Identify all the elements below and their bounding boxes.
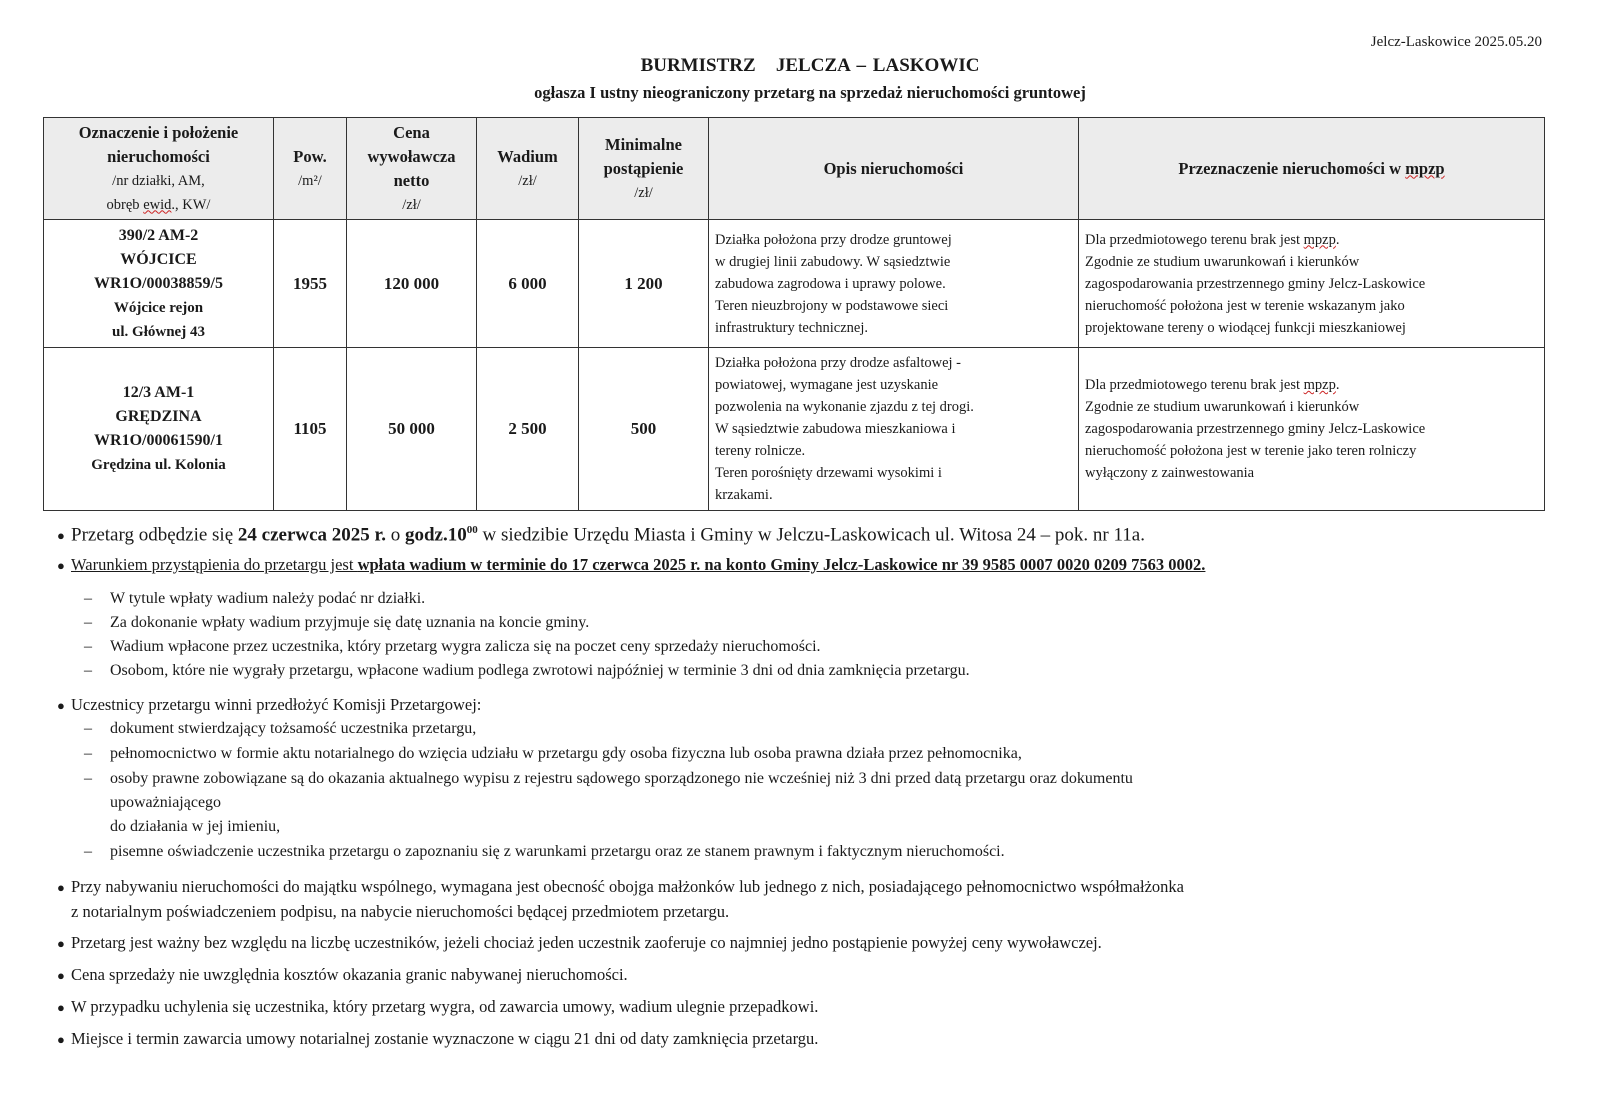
- list-item-continuation: do działania w jej imieniu,: [110, 818, 281, 835]
- header-location: Oznaczenie i położenie nieruchomości /nr działki, AM, obręb ewid., KW/: [44, 118, 274, 220]
- min-step-cell: 1 200: [579, 220, 709, 348]
- header-area: Pow. /m²/: [274, 118, 347, 220]
- list-item: – W tytule wpłaty wadium należy podać nr działki.: [84, 590, 426, 607]
- property-table: [43, 117, 1545, 511]
- participants-paragraph: ● Uczestnicy przetargu winni przedłożyć Komisji Przetargowej:: [57, 695, 482, 714]
- header-deposit: Wadium /zł/: [477, 118, 579, 220]
- list-item: – osoby prawne zobowiązane są do okazania aktualnego wypisu z rejestru sądowego sporządzonego nie wcześniej niż 3 dni przed datą przetargu oraz dokumentu: [84, 770, 1133, 787]
- price-costs-paragraph: ● Cena sprzedaży nie uwzględnia kosztów okazania granic nabywanej nieruchomości.: [57, 965, 628, 984]
- page-title: BURMISTRZ JELCZA – LASKOWIC: [640, 55, 980, 76]
- list-item: – Wadium wpłacone przez uczestnika, który przetarg wygra zalicza się na poczet ceny sprzedaży nieruchomości.: [84, 638, 821, 655]
- list-item-continuation: upoważniającego: [110, 794, 222, 811]
- header-purpose: Przeznaczenie nieruchomości w mpzp: [1079, 118, 1545, 220]
- list-item: – pełnomocnictwo w formie aktu notarialnego do wzięcia udziału w przetargu gdy osoba fizyczna lub osoba prawna działa przez pełnomocnika,: [84, 745, 1022, 762]
- bullet-dot-icon: ●: [57, 880, 65, 895]
- list-item: – dokument stwierdzający tożsamość uczestnika przetargu,: [84, 720, 477, 737]
- area-cell: 1105: [274, 348, 347, 511]
- purpose-cell: Dla przedmiotowego terenu brak jest mpzp. Zgodnie ze studium uwarunkowań i kierunków zagospodarowania przestrzennego gminy Jelcz-Laskowice nieruchomość położona jest w terenie jako teren rolniczy wyłączony z zainwestowania: [1079, 348, 1545, 511]
- dash-icon: –: [84, 770, 92, 787]
- price-cell: 50 000: [347, 348, 477, 511]
- location-cell: 12/3 AM-1 GRĘDZINA WR1O/00061590/1 Grędzina ul. Kolonia: [44, 348, 274, 511]
- deposit-cell: 6 000: [477, 220, 579, 348]
- description-cell: Działka położona przy drodze gruntowej w drugiej linii zabudowy. W sąsiedztwie zabudowa zagrodowa i uprawy polowe. Teren nieuzbrojony w podstawowe sieci infrastruktury technicznej.: [709, 220, 1079, 348]
- price-cell: 120 000: [347, 220, 477, 348]
- dash-icon: –: [84, 614, 92, 631]
- bullet-dot-icon: ●: [57, 558, 65, 573]
- bullet-dot-icon: ●: [57, 698, 65, 713]
- dash-icon: –: [84, 662, 92, 679]
- list-item: – Za dokonanie wpłaty wadium przyjmuje się datę uznania na koncie gminy.: [84, 614, 590, 631]
- auction-date-paragraph: ● Przetarg odbędzie się 24 czerwca 2025 r. o $godz.10^{00}$ w siedzibie Urzędu Miasta i Gminy w Jelczu-Laskowicach ul. Witosa 24 – pok. nr 11a.: [57, 524, 1145, 546]
- dash-icon: –: [84, 590, 92, 607]
- forfeit-paragraph: ● W przypadku uchylenia się uczestnika, który przetarg wygra, od zawarcia umowy, wadium ulegnie przepadkowi.: [57, 997, 819, 1016]
- validity-paragraph: ● Przetarg jest ważny bez względu na liczbę uczestników, jeżeli chociaż jeden uczestnik zaoferuje co najmniej jedno postąpienie powyżej ceny wywoławczej.: [57, 933, 1102, 952]
- deposit-cell: 2 500: [477, 348, 579, 511]
- list-item: – Osobom, które nie wygrały przetargu, wpłacone wadium podlega zwrotowi najpóźniej w terminie 3 dni od dnia zamknięcia przetargu.: [84, 662, 970, 679]
- dash-icon: –: [84, 720, 92, 737]
- deposit-condition-paragraph: ● Warunkiem przystąpienia do przetargu jest wpłata wadium w terminie do 17 czerwca 2025 r. na konto Gminy Jelcz-Laskowice nr 39 9585 0007 0020 0209 7563 0002.: [57, 555, 1206, 574]
- dash-icon: –: [84, 745, 92, 762]
- bullet-dot-icon: ●: [57, 1000, 65, 1015]
- page-subtitle: ogłasza I ustny nieograniczony przetarg na sprzedaż nieruchomości gruntowej: [534, 83, 1086, 102]
- table-row: [44, 348, 1545, 511]
- bullet-dot-icon: ●: [57, 1032, 65, 1047]
- table-row: [44, 220, 1545, 348]
- dash-icon: –: [84, 638, 92, 655]
- description-cell: Działka położona przy drodze asfaltowej - powiatowej, wymagane jest uzyskanie pozwolenia na wykonanie zjazdu z tej drogi. W sąsiedztwie zabudowa mieszkaniowa i tereny rolnicze. Teren porośnięty drzewami wysokimi i krzakami.: [709, 348, 1079, 511]
- header-min-step: Minimalne postąpienie /zł/: [579, 118, 709, 220]
- spouses-paragraph: ● Przy nabywaniu nieruchomości do majątku wspólnego, wymagana jest obecność obojga małżonków lub jednego z nich, posiadającego pełnomocnictwo współmałżonka: [57, 877, 1185, 896]
- bullet-dot-icon: ●: [57, 968, 65, 983]
- bullet-dot-icon: ●: [57, 936, 65, 951]
- announcement-date: Jelcz-Laskowice 2025.05.20: [1370, 34, 1542, 50]
- location-cell: 390/2 AM-2 WÓJCICE WR1O/00038859/5 Wójcice rejon ul. Głównej 43: [44, 220, 274, 348]
- header-price: Cena wywoławcza netto /zł/: [347, 118, 477, 220]
- area-cell: 1955: [274, 220, 347, 348]
- notarial-paragraph: ● Miejsce i termin zawarcia umowy notarialnej zostanie wyznaczone w ciągu 21 dni od daty zamknięcia przetargu.: [57, 1029, 819, 1048]
- list-item: – pisemne oświadczenie uczestnika przetargu o zapoznaniu się z warunkami przetargu oraz ze stanem prawnym i faktycznym nieruchomości.: [84, 843, 1005, 860]
- min-step-cell: 500: [579, 348, 709, 511]
- table-header-row: [44, 118, 1545, 220]
- purpose-cell: Dla przedmiotowego terenu brak jest mpzp. Zgodnie ze studium uwarunkowań i kierunków zagospodarowania przestrzennego gminy Jelcz-Laskowice nieruchomość położona jest w terenie wskazanym jako projektowane tereny o wiodącej funkcji mieszkaniowej: [1079, 220, 1545, 348]
- header-description: Opis nieruchomości: [709, 118, 1079, 220]
- spouses-paragraph-cont: z notarialnym poświadczeniem podpisu, na nabycie nieruchomości będącej przedmiotem przetargu.: [71, 902, 730, 921]
- dash-icon: –: [84, 843, 92, 860]
- bullet-dot-icon: ●: [57, 528, 65, 544]
